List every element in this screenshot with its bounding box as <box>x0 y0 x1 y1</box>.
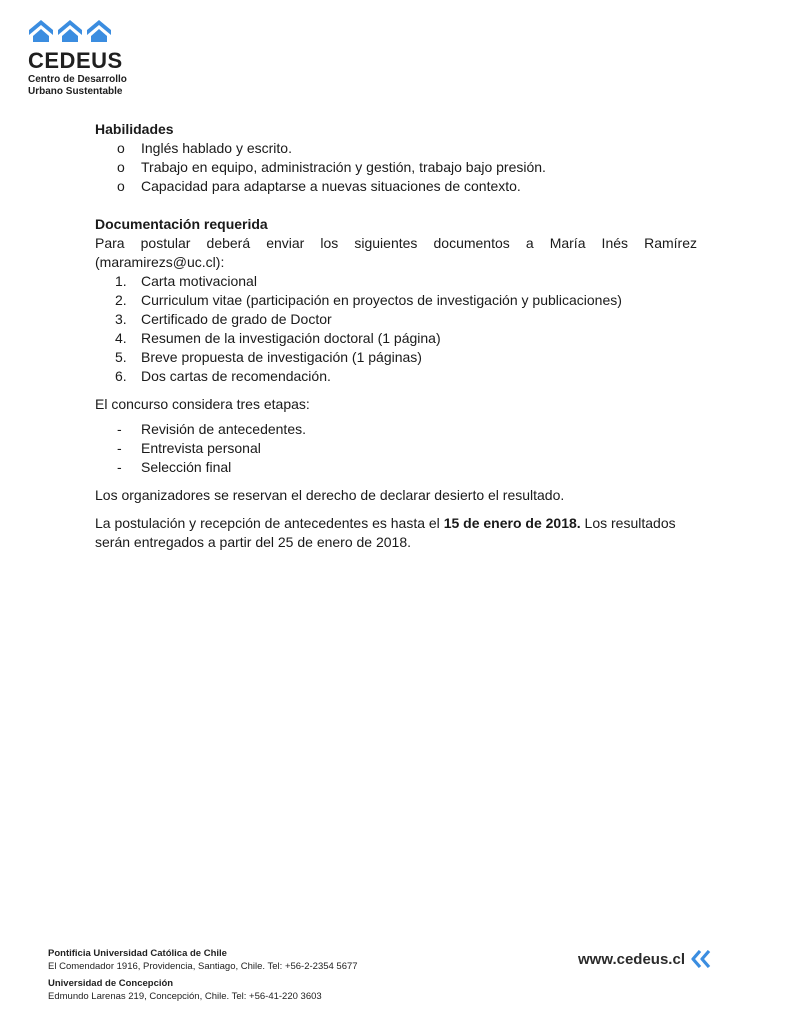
bullet-marker: o <box>117 140 125 156</box>
house-icon <box>57 18 83 44</box>
list-item <box>95 329 697 348</box>
footer-university-1: Pontificia Universidad Católica de Chile <box>48 948 227 959</box>
footer-website <box>578 950 713 968</box>
logo-subtitle-line2: Urbano Sustentable <box>28 86 123 97</box>
footer-address-1: El Comendador 1916, Providencia, Santiago, Chile. Tel: +56-2-2354 5677 <box>48 960 358 972</box>
documents-list <box>95 272 697 386</box>
reserva-paragraph: Los organizadores se reservan el derecho de declarar desierto el resultado. <box>95 487 565 503</box>
stages-list <box>95 420 697 477</box>
logo-name: CEDEUS <box>28 48 123 73</box>
list-number: 4. <box>115 330 127 346</box>
list-item <box>95 439 697 458</box>
list-item-text: Carta motivacional <box>141 273 257 289</box>
habilidades-list <box>95 139 697 196</box>
bullet-marker: o <box>117 178 125 194</box>
list-item <box>95 272 697 291</box>
list-number: 3. <box>115 311 127 327</box>
list-item-text: Dos cartas de recomendación. <box>141 368 331 384</box>
list-item <box>95 177 697 196</box>
document-body <box>95 120 697 552</box>
plazo-text-line2: serán entregados a partir del 25 de enero de 2018. <box>95 534 412 550</box>
concurso-intro: El concurso considera tres etapas: <box>95 396 310 412</box>
list-item <box>95 420 697 439</box>
footer-address-2: Edmundo Larenas 219, Concepción, Chile. Tel: +56-41-220 3603 <box>48 990 322 1002</box>
list-item-text: Certificado de grado de Doctor <box>141 311 332 327</box>
documentacion-intro-line1: Para postular deberá enviar los siguientes documentos a María Inés Ramírez <box>95 235 697 251</box>
documentacion-heading: Documentación requerida <box>95 216 268 232</box>
house-icon <box>86 18 112 44</box>
documentacion-intro-line2: (maramirezs@uc.cl): <box>95 254 225 270</box>
list-number: 6. <box>115 368 127 384</box>
list-item <box>95 158 697 177</box>
footer-university-2: Universidad de Concepción <box>48 978 174 989</box>
list-number: 5. <box>115 349 127 365</box>
list-item <box>95 458 697 477</box>
dash-marker: - <box>117 459 122 475</box>
list-number: 1. <box>115 273 127 289</box>
footer-addresses <box>48 948 358 1003</box>
house-icon <box>28 18 54 44</box>
list-item <box>95 367 697 386</box>
list-item-text: Resumen de la investigación doctoral (1 página) <box>141 330 441 346</box>
plazo-deadline-date: 15 de enero de 2018. <box>443 515 581 531</box>
double-chevron-left-icon <box>691 950 713 968</box>
list-item <box>95 291 697 310</box>
list-item-text: Curriculum vitae (participación en proyectos de investigación y publicaciones) <box>141 292 622 308</box>
list-item-text: Trabajo en equipo, administración y gestión, trabajo bajo presión. <box>141 159 546 175</box>
list-item-text: Inglés hablado y escrito. <box>141 140 292 156</box>
logo-house-icons <box>28 18 128 44</box>
plazo-paragraph <box>95 514 697 552</box>
list-item-text: Capacidad para adaptarse a nuevas situaciones de contexto. <box>141 178 521 194</box>
list-item-text: Breve propuesta de investigación (1 páginas) <box>141 349 422 365</box>
logo-subtitle-line1: Centro de Desarrollo <box>28 74 127 85</box>
list-number: 2. <box>115 292 127 308</box>
cedeus-logo <box>28 18 128 98</box>
dash-marker: - <box>117 421 122 437</box>
list-item <box>95 348 697 367</box>
dash-marker: - <box>117 440 122 456</box>
website-link[interactable]: www.cedeus.cl <box>578 950 685 968</box>
plazo-text-before: La postulación y recepción de antecedentes es hasta el <box>95 515 444 531</box>
bullet-marker: o <box>117 159 125 175</box>
list-item-text: Entrevista personal <box>141 440 261 456</box>
list-item-text: Selección final <box>141 459 232 475</box>
list-item <box>95 310 697 329</box>
list-item-text: Revisión de antecedentes. <box>141 421 306 437</box>
habilidades-heading: Habilidades <box>95 121 174 137</box>
list-item <box>95 139 697 158</box>
plazo-text-after: Los resultados <box>580 515 676 531</box>
